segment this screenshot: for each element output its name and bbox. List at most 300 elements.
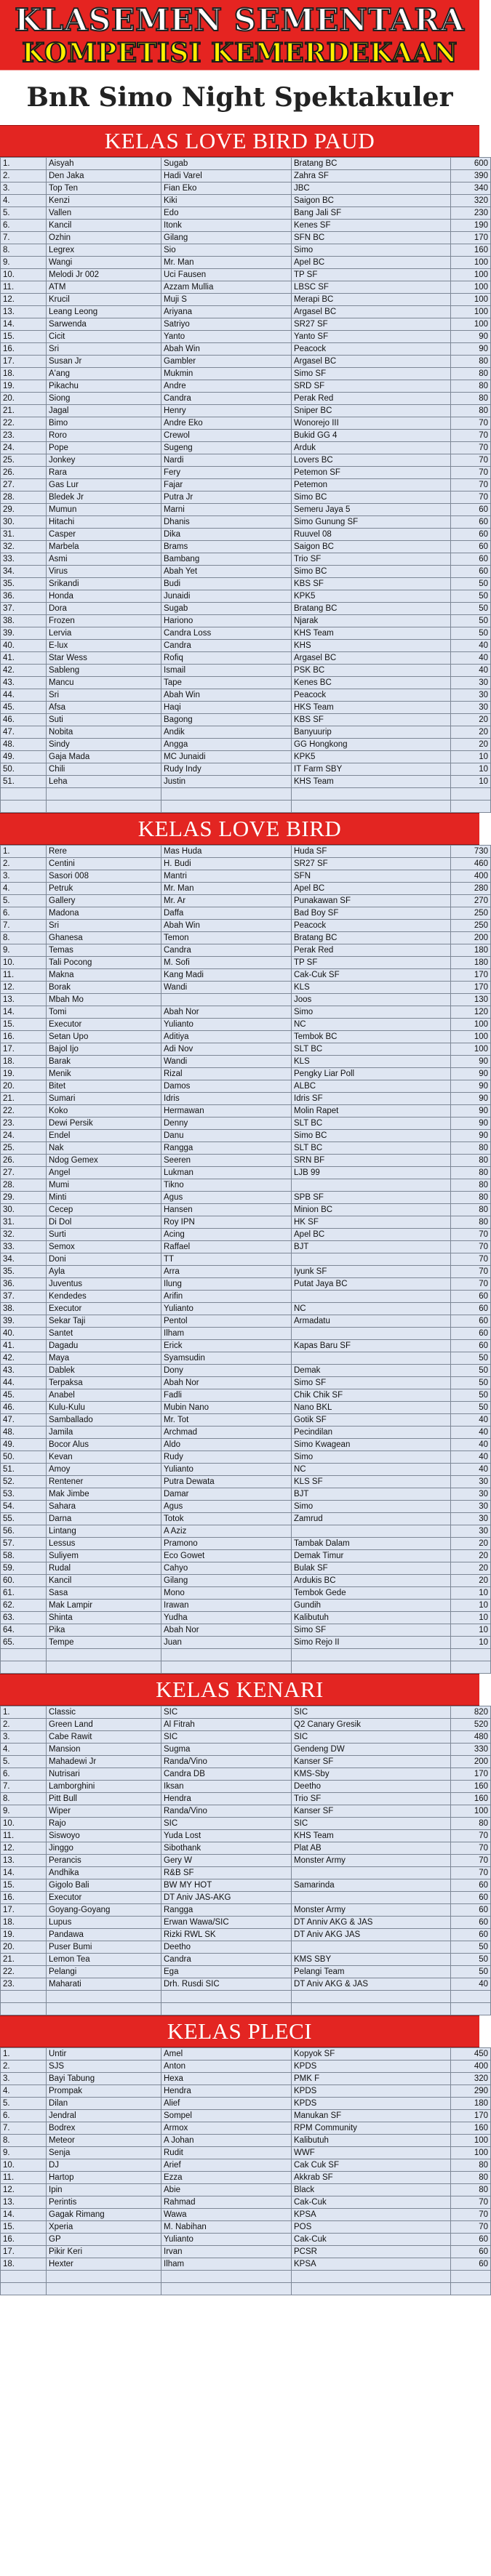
bird-name-cell: Koko	[47, 1105, 161, 1118]
points-cell: 80	[451, 1192, 491, 1204]
bird-name-cell: Asmi	[47, 553, 161, 566]
rank-cell: 21.	[1, 1954, 47, 1966]
table-row	[1, 1056, 491, 1068]
table-row	[1, 2172, 491, 2184]
table-row	[1, 1439, 491, 1451]
bird-name-cell: Mumi	[47, 1179, 161, 1192]
owner-cell: Agus	[161, 1501, 292, 1513]
rank-cell: 46.	[1, 714, 47, 726]
rank-cell: 40.	[1, 640, 47, 652]
table-row	[1, 578, 491, 590]
bird-name-cell: Tomi	[47, 1006, 161, 1019]
owner-cell: Budi	[161, 578, 292, 590]
bird-name-cell: Senja	[47, 2147, 161, 2159]
bird-name-cell: Legrex	[47, 244, 161, 257]
bird-name-cell: Siswoyo	[47, 1830, 161, 1842]
points-cell: 520	[451, 1719, 491, 1731]
empty-cell	[161, 788, 292, 801]
owner-cell: Wandi	[161, 1056, 292, 1068]
points-cell: 70	[451, 1253, 491, 1266]
table-row	[1, 1118, 491, 1130]
bird-name-cell: Mancu	[47, 677, 161, 689]
points-cell: 90	[451, 343, 491, 356]
bird-name-cell: Untir	[47, 2048, 161, 2061]
points-cell: 460	[451, 858, 491, 870]
table-row	[1, 244, 491, 257]
rank-cell: 33.	[1, 1241, 47, 1253]
rank-cell: 14.	[1, 2209, 47, 2221]
owner-cell: Candra	[161, 640, 292, 652]
points-cell: 20	[451, 714, 491, 726]
table-row	[1, 1216, 491, 1229]
owner-cell: Acing	[161, 1229, 292, 1241]
team-cell: Ruuvel 08	[292, 529, 451, 541]
bird-name-cell: Terpaksa	[47, 1377, 161, 1389]
bird-name-cell: Barak	[47, 1056, 161, 1068]
table-row	[1, 442, 491, 454]
team-cell: Zamrud	[292, 1513, 451, 1525]
rank-cell: 15.	[1, 1019, 47, 1031]
points-cell: 50	[451, 1389, 491, 1402]
owner-cell: Damos	[161, 1080, 292, 1093]
rank-cell: 15.	[1, 1879, 47, 1892]
rank-cell: 64.	[1, 1624, 47, 1637]
rank-cell: 18.	[1, 2258, 47, 2271]
bird-name-cell: Bledek Jr	[47, 491, 161, 504]
team-cell: Deetho	[292, 1781, 451, 1793]
bird-name-cell: Executor	[47, 1892, 161, 1904]
empty-cell	[292, 2271, 451, 2283]
team-cell: Zahra SF	[292, 170, 451, 182]
points-cell: 200	[451, 1756, 491, 1768]
team-cell: Argasel BC	[292, 652, 451, 665]
rank-cell: 7.	[1, 1781, 47, 1793]
rank-cell: 30.	[1, 1204, 47, 1216]
empty-cell	[161, 2283, 292, 2295]
owner-cell: Lukman	[161, 1167, 292, 1179]
points-cell: 30	[451, 1501, 491, 1513]
owner-cell: Iksan	[161, 1781, 292, 1793]
team-cell: SIC	[292, 1731, 451, 1744]
table-row	[1, 1587, 491, 1600]
table-row	[1, 331, 491, 343]
team-cell: SIC	[292, 1706, 451, 1719]
rank-cell: 39.	[1, 627, 47, 640]
points-cell: 40	[451, 1451, 491, 1464]
points-cell: 70	[451, 1842, 491, 1855]
table-row	[1, 2221, 491, 2234]
table-row	[1, 2196, 491, 2209]
rank-cell: 16.	[1, 2234, 47, 2246]
owner-cell: Seeren	[161, 1155, 292, 1167]
rank-cell: 24.	[1, 442, 47, 454]
rank-cell: 25.	[1, 454, 47, 467]
points-cell: 180	[451, 944, 491, 957]
points-cell: 80	[451, 1142, 491, 1155]
owner-cell: Andik	[161, 726, 292, 739]
team-cell: Kanser SF	[292, 1805, 451, 1818]
points-cell: 70	[451, 1830, 491, 1842]
rank-cell: 41.	[1, 652, 47, 665]
bird-name-cell: Perancis	[47, 1855, 161, 1867]
table-row	[1, 751, 491, 763]
owner-cell: Randa/Vino	[161, 1805, 292, 1818]
points-cell: 50	[451, 590, 491, 603]
team-cell: Kopyok SF	[292, 2048, 451, 2061]
bird-name-cell: Green Land	[47, 1719, 161, 1731]
team-cell: SRN BF	[292, 1155, 451, 1167]
team-cell: KPDS	[292, 2098, 451, 2110]
table-row	[1, 1867, 491, 1879]
empty-cell	[451, 2003, 491, 2015]
table-row	[1, 1706, 491, 1719]
rank-cell: 11.	[1, 969, 47, 982]
team-cell: Simo SF	[292, 1624, 451, 1637]
owner-cell: Yuda Lost	[161, 1830, 292, 1842]
rank-cell: 23.	[1, 430, 47, 442]
rank-cell: 37.	[1, 1291, 47, 1303]
rank-cell: 63.	[1, 1612, 47, 1624]
class-section-title: KELAS LOVE BIRD PAUD	[0, 125, 479, 157]
bird-name-cell: Di Dol	[47, 1216, 161, 1229]
bird-name-cell: Pandawa	[47, 1929, 161, 1941]
rank-cell: 47.	[1, 1414, 47, 1427]
team-cell: Akkrab SF	[292, 2172, 451, 2184]
bird-name-cell: Andhika	[47, 1867, 161, 1879]
team-cell	[292, 1253, 451, 1266]
team-cell: TP SF	[292, 269, 451, 281]
table-row	[1, 627, 491, 640]
table-row	[1, 207, 491, 220]
table-row	[1, 665, 491, 677]
bird-name-cell: Pelangi	[47, 1966, 161, 1978]
owner-cell: Hansen	[161, 1204, 292, 1216]
bird-name-cell: Petruk	[47, 883, 161, 895]
points-cell: 60	[451, 1879, 491, 1892]
empty-cell	[161, 1649, 292, 1661]
table-row	[1, 1719, 491, 1731]
bird-name-cell: Honda	[47, 590, 161, 603]
owner-cell: A Johan	[161, 2135, 292, 2147]
rank-cell: 12.	[1, 982, 47, 994]
team-cell: NC	[292, 1464, 451, 1476]
table-row	[1, 1315, 491, 1328]
table-row	[1, 1093, 491, 1105]
bird-name-cell: Sarwenda	[47, 318, 161, 331]
owner-cell: Dony	[161, 1365, 292, 1377]
table-row	[1, 1278, 491, 1291]
rank-cell: 52.	[1, 1476, 47, 1488]
owner-cell: Haqi	[161, 702, 292, 714]
rank-cell: 26.	[1, 1155, 47, 1167]
team-cell: Perak Red	[292, 944, 451, 957]
rank-cell: 38.	[1, 615, 47, 627]
bird-name-cell: Rara	[47, 467, 161, 479]
bird-name-cell: Suliyem	[47, 1550, 161, 1562]
empty-cell	[451, 2283, 491, 2295]
points-cell: 190	[451, 220, 491, 232]
owner-cell: Abie	[161, 2184, 292, 2196]
owner-cell: Sompel	[161, 2110, 292, 2122]
table-row	[1, 1917, 491, 1929]
table-row	[1, 677, 491, 689]
points-cell: 80	[451, 1818, 491, 1830]
team-cell: IT Farm SBY	[292, 763, 451, 776]
empty-cell	[292, 2003, 451, 2015]
points-cell: 50	[451, 1941, 491, 1954]
team-cell: GG Hongkong	[292, 739, 451, 751]
rank-cell: 7.	[1, 920, 47, 932]
bird-name-cell: Sahara	[47, 1501, 161, 1513]
team-cell: Demak Timur	[292, 1550, 451, 1562]
rank-cell: 55.	[1, 1513, 47, 1525]
points-cell: 70	[451, 1266, 491, 1278]
team-cell: SLT BC	[292, 1142, 451, 1155]
owner-cell: Ilham	[161, 2258, 292, 2271]
empty-cell	[161, 2271, 292, 2283]
rank-cell: 46.	[1, 1402, 47, 1414]
bird-name-cell: Casper	[47, 529, 161, 541]
points-cell: 20	[451, 739, 491, 751]
team-cell: SFN	[292, 870, 451, 883]
empty-cell	[47, 1649, 161, 1661]
team-cell: KMS-Sby	[292, 1768, 451, 1781]
rank-cell: 29.	[1, 504, 47, 516]
owner-cell: Candra	[161, 944, 292, 957]
bird-name-cell: Den Jaka	[47, 170, 161, 182]
table-row	[1, 726, 491, 739]
team-cell: Merapi BC	[292, 294, 451, 306]
team-cell: KHS Team	[292, 776, 451, 788]
team-cell: Q2 Canary Gresik	[292, 1719, 451, 1731]
rank-cell: 45.	[1, 702, 47, 714]
bird-name-cell: Ghanesa	[47, 932, 161, 944]
bird-name-cell: Bocor Alus	[47, 1439, 161, 1451]
empty-cell	[1, 1661, 47, 1674]
table-row	[1, 603, 491, 615]
rank-cell: 9.	[1, 944, 47, 957]
bird-name-cell: Santet	[47, 1328, 161, 1340]
rank-cell: 17.	[1, 1043, 47, 1056]
points-cell: 30	[451, 1525, 491, 1538]
bird-name-cell: Pitt Bull	[47, 1793, 161, 1805]
team-cell: Joos	[292, 994, 451, 1006]
table-row	[1, 1352, 491, 1365]
empty-cell	[1, 1649, 47, 1661]
bird-name-cell: Pika	[47, 1624, 161, 1637]
table-row	[1, 1105, 491, 1118]
team-cell: SLT BC	[292, 1118, 451, 1130]
empty-cell	[161, 2003, 292, 2015]
table-row	[1, 1904, 491, 1917]
points-cell: 100	[451, 1031, 491, 1043]
points-cell: 100	[451, 269, 491, 281]
table-row	[1, 318, 491, 331]
bird-name-cell: Minti	[47, 1192, 161, 1204]
owner-cell: Gery W	[161, 1855, 292, 1867]
owner-cell: Erwan Wawa/SIC	[161, 1917, 292, 1929]
points-cell: 90	[451, 1118, 491, 1130]
owner-cell: Justin	[161, 776, 292, 788]
points-cell: 280	[451, 883, 491, 895]
owner-cell: Satriyo	[161, 318, 292, 331]
points-cell: 100	[451, 318, 491, 331]
rank-cell: 28.	[1, 491, 47, 504]
team-cell	[292, 1892, 451, 1904]
points-cell: 170	[451, 969, 491, 982]
owner-cell: Pentol	[161, 1315, 292, 1328]
points-cell: 70	[451, 2196, 491, 2209]
rank-cell: 43.	[1, 677, 47, 689]
team-cell: Njarak	[292, 615, 451, 627]
team-cell: DT Aniv AKG & JAS	[292, 1978, 451, 1991]
owner-cell: Dika	[161, 529, 292, 541]
team-cell: KPSA	[292, 2258, 451, 2271]
points-cell: 400	[451, 2061, 491, 2073]
points-cell: 10	[451, 1587, 491, 1600]
bird-name-cell: Vallen	[47, 207, 161, 220]
points-cell: 70	[451, 491, 491, 504]
owner-cell: Erick	[161, 1340, 292, 1352]
empty-cell	[1, 2283, 47, 2295]
table-row	[1, 1756, 491, 1768]
standings-table	[0, 1706, 491, 2015]
owner-cell: Abah Win	[161, 343, 292, 356]
bird-name-cell: Ozhin	[47, 232, 161, 244]
points-cell: 50	[451, 1954, 491, 1966]
owner-cell: Denny	[161, 1118, 292, 1130]
points-cell: 70	[451, 1855, 491, 1867]
team-cell: Iyunk SF	[292, 1266, 451, 1278]
banner-event-name: BnR Simo Night Spektakuler	[26, 82, 453, 113]
owner-cell: Sugab	[161, 158, 292, 170]
table-row	[1, 2085, 491, 2098]
team-cell: Gundih	[292, 1600, 451, 1612]
table-row	[1, 1744, 491, 1756]
rank-cell: 15.	[1, 331, 47, 343]
bird-name-cell: Siong	[47, 393, 161, 405]
empty-cell	[451, 1661, 491, 1674]
owner-cell: Yudha	[161, 1612, 292, 1624]
points-cell: 90	[451, 1130, 491, 1142]
team-cell: Idris SF	[292, 1093, 451, 1105]
rank-cell: 12.	[1, 2184, 47, 2196]
points-cell: 160	[451, 244, 491, 257]
team-cell: Punakawan SF	[292, 895, 451, 907]
owner-cell: Edo	[161, 207, 292, 220]
owner-cell: Brams	[161, 541, 292, 553]
points-cell: 80	[451, 1216, 491, 1229]
bird-name-cell: Semox	[47, 1241, 161, 1253]
table-row	[1, 870, 491, 883]
standings-table	[0, 845, 491, 1674]
table-row	[1, 1229, 491, 1241]
points-cell: 70	[451, 479, 491, 491]
points-cell: 50	[451, 615, 491, 627]
empty-cell	[161, 801, 292, 813]
rank-cell: 34.	[1, 566, 47, 578]
rank-cell: 21.	[1, 1093, 47, 1105]
owner-cell: Idris	[161, 1093, 292, 1105]
rank-cell: 4.	[1, 195, 47, 207]
team-cell: Simo SF	[292, 1377, 451, 1389]
table-row	[1, 417, 491, 430]
owner-cell: Candra	[161, 1954, 292, 1966]
points-cell: 40	[451, 665, 491, 677]
owner-cell: Archmad	[161, 1427, 292, 1439]
points-cell: 50	[451, 1365, 491, 1377]
empty-cell	[47, 788, 161, 801]
team-cell: SFN BC	[292, 232, 451, 244]
team-cell: Argasel BC	[292, 306, 451, 318]
team-cell: Cak-Cuk	[292, 2196, 451, 2209]
table-row	[1, 2159, 491, 2172]
points-cell: 60	[451, 516, 491, 529]
owner-cell: Cahyo	[161, 1562, 292, 1575]
team-cell: SLT BC	[292, 1043, 451, 1056]
points-cell: 50	[451, 1377, 491, 1389]
points-cell: 70	[451, 454, 491, 467]
rank-cell: 65.	[1, 1637, 47, 1649]
team-cell: Simo	[292, 1451, 451, 1464]
empty-cell	[292, 1649, 451, 1661]
team-cell	[292, 1291, 451, 1303]
points-cell: 340	[451, 182, 491, 195]
bird-name-cell: Roro	[47, 430, 161, 442]
points-cell: 60	[451, 1904, 491, 1917]
table-row	[1, 1830, 491, 1842]
owner-cell: Ariyana	[161, 306, 292, 318]
bird-name-cell: Setan Upo	[47, 1031, 161, 1043]
bird-name-cell: Shinta	[47, 1612, 161, 1624]
table-row	[1, 195, 491, 207]
table-row	[1, 232, 491, 244]
bird-name-cell: Melodi Jr 002	[47, 269, 161, 281]
bird-name-cell: Rentener	[47, 1476, 161, 1488]
points-cell: 30	[451, 677, 491, 689]
table-row	[1, 566, 491, 578]
bird-name-cell: Aisyah	[47, 158, 161, 170]
bird-name-cell: Puser Bumi	[47, 1941, 161, 1954]
points-cell: 20	[451, 1575, 491, 1587]
owner-cell: Arief	[161, 2159, 292, 2172]
bird-name-cell: SJS	[47, 2061, 161, 2073]
rank-cell: 19.	[1, 1929, 47, 1941]
owner-cell: Abah Nor	[161, 1377, 292, 1389]
bird-name-cell: Lemon Tea	[47, 1954, 161, 1966]
rank-cell: 47.	[1, 726, 47, 739]
bird-name-cell: Amoy	[47, 1464, 161, 1476]
team-cell: Gendeng DW	[292, 1744, 451, 1756]
rank-cell: 44.	[1, 689, 47, 702]
team-cell: Banyuurip	[292, 726, 451, 739]
team-cell: Sniper BC	[292, 405, 451, 417]
bird-name-cell: Samballado	[47, 1414, 161, 1427]
empty-row	[1, 1649, 491, 1661]
rank-cell: 31.	[1, 529, 47, 541]
rank-cell: 29.	[1, 1192, 47, 1204]
table-row	[1, 1389, 491, 1402]
table-row	[1, 1142, 491, 1155]
rank-cell: 5.	[1, 895, 47, 907]
team-cell: Demak	[292, 1365, 451, 1377]
table-row	[1, 1892, 491, 1904]
table-row	[1, 294, 491, 306]
rank-cell: 1.	[1, 846, 47, 858]
points-cell: 60	[451, 1917, 491, 1929]
table-row	[1, 1818, 491, 1830]
bird-name-cell: Hexter	[47, 2258, 161, 2271]
